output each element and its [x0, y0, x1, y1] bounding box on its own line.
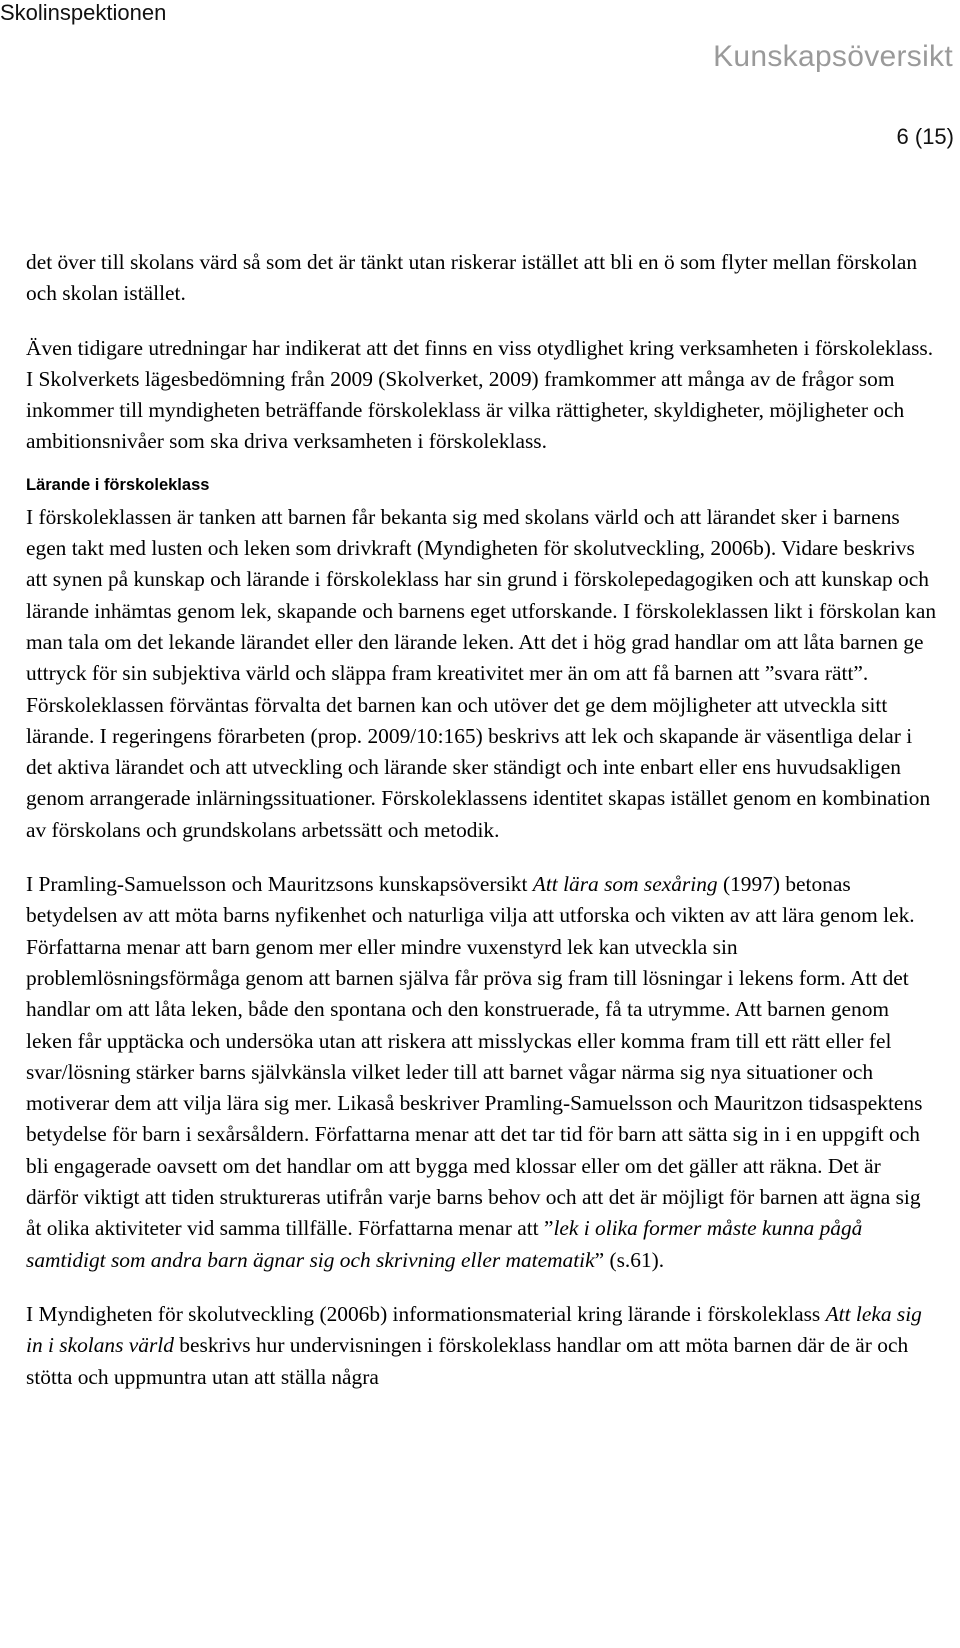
paragraph: Även tidigare utredningar har indikerat att det finns en viss otydlighet kring verksamheten i förskoleklass. I Skolverkets lägesbedömning från 2009 (Skolverket, 2009) framkommer att många av de frågor som inkommer till myndigheten beträffande förskoleklass är vilka rättigheter, skyldigheter, möjligheter och ambitionsnivåer som ska driva verksamheten i förskoleklass. [26, 335, 934, 454]
paragraph-text: I Myndigheten för skolutveckling (2006b) informationsmaterial kring lärande i förskoleklass [26, 1301, 826, 1326]
document-title: Kunskapsöversikt [713, 40, 953, 73]
paragraph [26, 1299, 938, 1393]
page-number: 6 (15) [896, 124, 954, 149]
paragraph-text: beskrivs hur undervisningen i förskoleklass handlar om att möta barnen där de är och stötta och uppmuntra utan att ställa några [26, 1333, 909, 1389]
paragraph-text: (1997) betonas betydelsen av att möta barns nyfikenhet och naturliga vilja att utforska och vikten av att lära genom lek. Författarna menar att barn genom mer eller mindre vuxenstyrd lek kan utveckla sin problemlösningsförmåga genom att barnen själva får pröva sig fram till lösningar i lekens form. Att det handlar om att låta leken, både den spontana och den konstruerade, få ta utrymme. Att barnen genom leken får upptäcka och undersöka utan att riskera att misslyckas eller komma fram till ett rätt eller fel svar/lösning stärker barns självkänsla vilket leder till att barnet vågar närma sig nya situationer och motiverar dem att vilja lära sig mer. Likaså beskriver Pramling-Samuelsson och Mauritzon tidsaspektens betydelse för barn i sexårsåldern. Författarna menar att det tar tid för barn att sätta sig in i en uppgift och bli engagerade oavsett om det handlar om att bygga med klossar eller om det gäller att räkna. Det är därför viktigt att tiden struktureras utifrån varje barns behov och att det är möjligt för barnen att ägna sig åt olika aktiviteter vid samma tillfälle. Författarna menar att ” [26, 872, 923, 1241]
document-body [26, 247, 938, 1393]
paragraph [26, 869, 938, 1276]
paragraph-text: I Pramling-Samuelsson och Mauritzsons kunskapsöversikt [26, 872, 533, 897]
quotation: lek i olika former måste kunna pågå samtidigt som andra barn ägnar sig och skrivning eller matematik [26, 1216, 863, 1272]
publication-title: Att leka sig in i skolans värld [26, 1301, 922, 1358]
paragraph: I förskoleklassen är tanken att barnen får bekanta sig med skolans värld och att lärandet sker i barnens egen takt med lusten och leken som drivkraft (Myndigheten för skolutveckling, 2006b). Vidare beskrivs att synen på kunskap och lärande i förskoleklass har sin grund i förskolepedagogiken och att kunskap och lärande inhämtas genom lek, skapande och barnens eget utforskande. I förskoleklassen likt i förskolan kan man tala om det lekande lärandet eller den lärande leken. Att det i hög grad handlar om att låta barnen ge uttryck för sin subjektiva värld och släppa fram kreativitet mer än om att få barnen att ”svara rätt”. Förskoleklassen förväntas förvalta det barnen kan och utöver det ge dem möjligheter att utveckla sitt lärande. I regeringens förarbeten (prop. 2009/10:165) beskrivs att lek och skapande är väsentliga delar i det aktiva lärandet och att utveckling och lärande sker ständigt och inte enbart eller ens huvudsakligen genom arrangerade inlärningssituationer. Förskoleklassens identitet skapas istället genom en kombination av förskolans och grundskolans arbetssätt och metodik. [26, 504, 937, 842]
section-heading: Lärande i förskoleklass [26, 475, 210, 494]
organization-name: Skolinspektionen [0, 0, 167, 25]
book-title: Att lära som sexåring [532, 872, 718, 897]
paragraph-text: ” (s.61). [594, 1247, 665, 1272]
paragraph: det över till skolans värd så som det är tänkt utan riskerar istället att bli en ö som flyter mellan förskolan och skolan istället. [26, 250, 918, 306]
